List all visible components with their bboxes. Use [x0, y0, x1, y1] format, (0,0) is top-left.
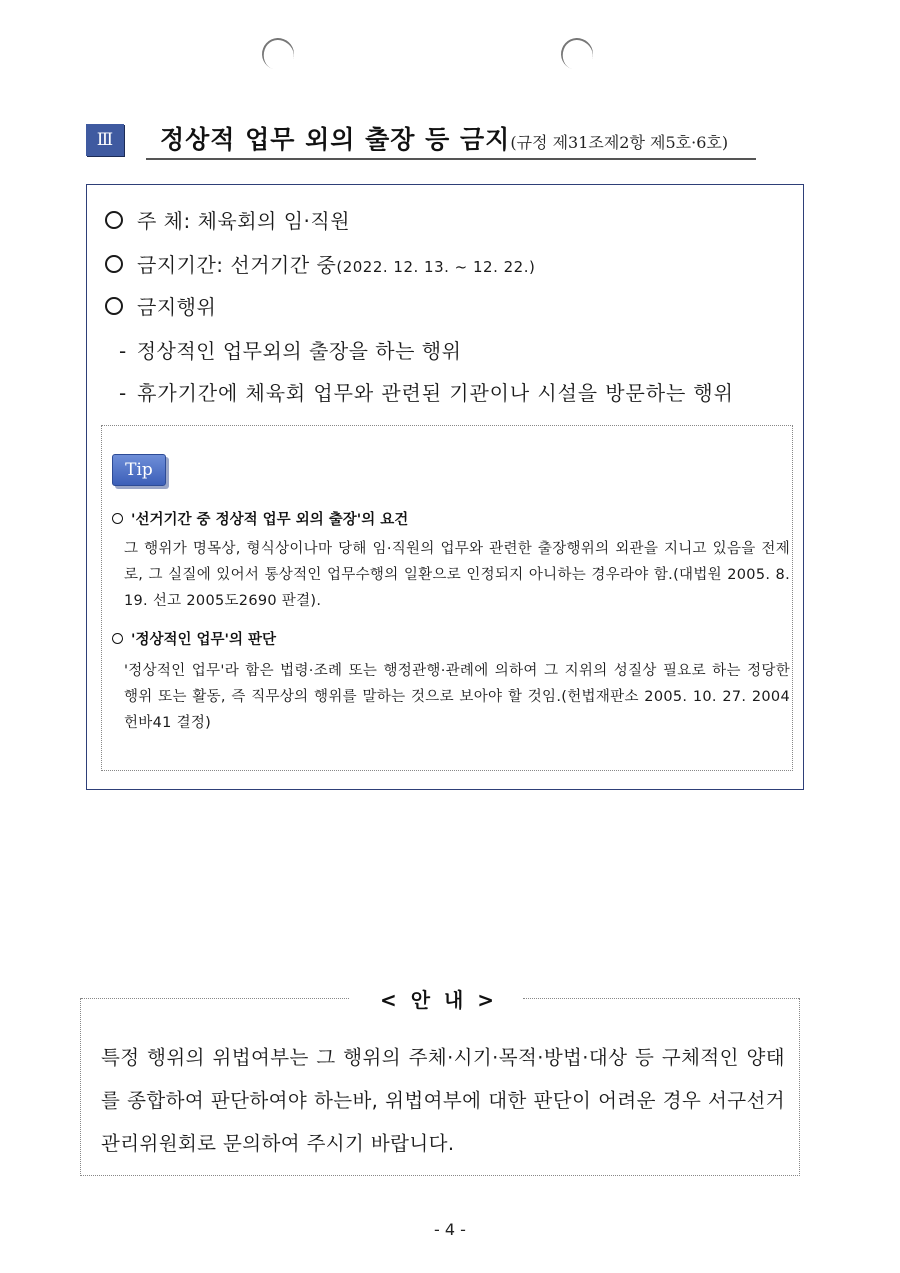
circle-bullet-icon [105, 211, 123, 229]
tip-badge: Tip [112, 454, 166, 486]
tip-heading-text: '선거기간 중 정상적 업무 외의 출장'의 요건 [131, 512, 409, 528]
section-reference: (규정 제31조제2항 제5호·6호) [510, 133, 729, 152]
notice-box [80, 988, 800, 1176]
section-number-badge: Ⅲ [86, 124, 124, 156]
notice-border-right [523, 998, 799, 999]
notice-title: < 안 내 > [380, 988, 494, 1012]
section-title-row [146, 122, 756, 160]
circle-bullet-icon [112, 513, 123, 524]
period-value: 선거기간 중 [230, 253, 337, 277]
circle-bullet-icon [112, 633, 123, 644]
tip-paragraph-requirements: 그 행위가 명목상, 형식상이나마 당해 임·직원의 업무와 관련한 출장행위의 외관을 지니고 있음을 전제로, 그 실질에 있어서 통상적인 업무수행의 일환으로 인정되지 아니하는 경우라야 함.(대법원 2005. 8. 19. 선고 2005도2690 판결). [124, 541, 790, 609]
binder-hole-left [257, 33, 298, 74]
tip-heading-text: '정상적인 업무'의 판단 [131, 632, 277, 648]
main-content-box [86, 184, 804, 790]
notice-border-left [81, 998, 349, 999]
notice-text: 특정 행위의 위법여부는 그 행위의 주체·시기·목적·방법·대상 등 구체적인 양태를 종합하여 판단하여야 하는바, 위법여부에 대한 판단이 어려운 경우 서구선거관리위원회로 문의하여 주시기 바랍니다. [101, 1046, 785, 1155]
act-item-text: 정상적인 업무외의 출장을 하는 행위 [136, 339, 462, 363]
tip-heading-judgment [112, 628, 276, 649]
subject-line [105, 205, 350, 234]
page-number: - 4 - [434, 1220, 466, 1239]
tip-box [101, 425, 793, 771]
act-item-text: 휴가기간에 체육회 업무와 관련된 기관이나 시설을 방문하는 행위 [137, 381, 734, 405]
subject-value: 체육회의 임·직원 [197, 209, 351, 233]
subject-label: 주 체: [137, 209, 198, 233]
tip-heading-requirements [112, 508, 408, 529]
act-item-1 [119, 335, 461, 364]
period-dates: (2022. 12. 13. ~ 12. 22.) [336, 258, 536, 276]
section-title: 정상적 업무 외의 출장 등 금지 [160, 125, 511, 154]
dash-bullet: - [119, 339, 127, 363]
act-item-2 [119, 377, 734, 406]
period-line [105, 249, 535, 278]
section-header [86, 122, 756, 162]
period-label: 금지기간: [137, 253, 231, 277]
tip-paragraph-judgment: '정상적인 업무'라 함은 법령·조례 또는 행정관행·관례에 의하여 그 지위의 성질상 필요로 하는 정당한 행위 또는 활동, 즉 직무상의 행위를 말하는 것으로 보아야 할 것임.(헌법재판소 2005. 10. 27. 2004헌바41 결정) [124, 663, 790, 731]
acts-label: 금지행위 [137, 295, 217, 319]
binder-hole-right [556, 33, 597, 74]
dash-bullet: - [119, 381, 128, 405]
acts-line [105, 291, 216, 320]
circle-bullet-icon [105, 255, 123, 273]
circle-bullet-icon [105, 297, 123, 315]
